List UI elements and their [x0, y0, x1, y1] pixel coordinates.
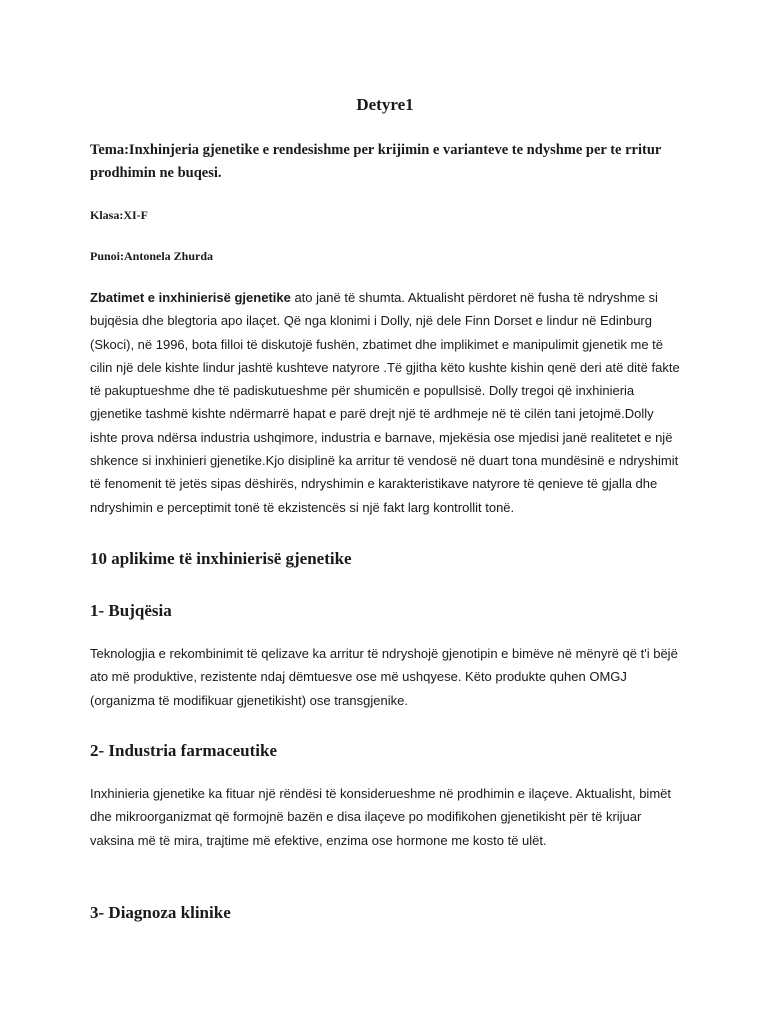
author-line: Punoi:Antonela Zhurda — [90, 249, 214, 263]
document-title: Detyre1 — [356, 95, 414, 114]
main-section-heading: 10 aplikime të inxhinierisë gjenetike — [90, 549, 352, 568]
class-line: Klasa:XI-F — [90, 208, 148, 222]
section-heading-agriculture: 1- Bujqësia — [90, 601, 172, 620]
intro-body-text: ato janë të shumta. Aktualisht përdoret në fusha të ndryshme si bujqësia dhe blegtoria apo ilaçet. Që nga klonimi i Dolly, një dele Finn Dorset e lindur në Edinburg (Skoci), në 1996, bota filloi të diskutojë fushën, zbatimet dhe implikimet e manipulimit gjenetik me të cilin një dele kishte lindur jashtë kushteve natyrore .Të gjitha këto kushte kishin qenë deri atë ditë fakte të pakuptueshme dhe të padiskutueshme për shumicën e popullsisë. Dolly tregoi që inxhinieria gjenetike tashmë kishte ndërmarrë hapat e parë drejt një të ardhmeje në të cilën tani jetojmë.Dolly ishte prova ndërsa industria ushqimore, industria e barnave, mjekësia ose mjedisi janë realitetet e një shkence si inxhinieri gjenetike.Kjo disiplinë ka arritur të vendosë në duart tona mundësinë e ndryshimit të fenomenit të jetës sipas dëshirës, ndryshimin e karakteristikave natyrore të qenieve të gjalla dhe ndryshimin e perceptimit tonë të ekzistencës si një fakt larg kontrollit tonë. — [90, 290, 680, 515]
topic-line: Tema:Inxhinjeria gjenetike e rendesishme per krijimin e varianteve te ndyshme per te rritur prodhimin ne buqesi. — [90, 142, 662, 181]
section-paragraph-pharma: Inxhinieria gjenetike ka fituar një rëndësi të konsiderueshme në prodhimin e ilaçeve. Aktualisht, bimët dhe mikroorganizmat që formojnë bazën e disa ilaçeve po modifikohen gjenetikisht për të krijuar vaksina më të mira, trajtime më efektive, enzima ose hormone me kosto të ulët. — [90, 786, 671, 848]
intro-bold-lead: Zbatimet e inxhinierisë gjenetike — [90, 290, 291, 305]
section-paragraph-agriculture: Teknologjia e rekombinimit të qelizave ka arritur të ndryshojë gjenotipin e bimëve në mënyrë që t'i bëjë ato më produktive, rezistente ndaj dëmtuesve ose më ushqyese. Këto produkte quhen OMGJ (organizma të modifikuar gjenetikisht) ose transgjenike. — [90, 646, 678, 708]
intro-paragraph — [90, 286, 680, 519]
section-heading-diagnosis: 3- Diagnoza klinike — [90, 903, 231, 922]
section-heading-pharma: 2- Industria farmaceutike — [90, 741, 277, 760]
